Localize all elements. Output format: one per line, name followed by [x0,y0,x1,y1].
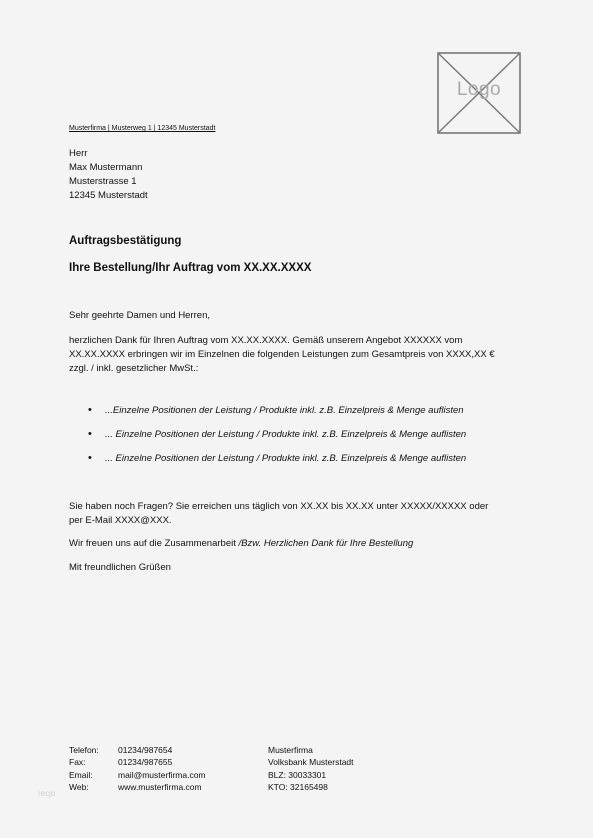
thanks-alternative-text: /Bzw. Herzlichen Dank für Ihre Bestellung [238,538,414,549]
thanks-paragraph [69,537,413,551]
footer-bank-details [268,744,354,793]
bullet-icon: • [88,428,92,440]
watermark: recjo [38,789,56,798]
list-item-text: ...Einzelne Positionen der Leistung / Produkte inkl. z.B. Einzelpreis & Menge auflisten [105,405,464,416]
footer-bank-line: Musterfirma [268,745,313,755]
intro-line: zzgl. / inkl. gesetzlicher MwSt.: [69,363,199,374]
footer-phone: 01234/987654 [118,745,173,755]
logo-text: Logo [456,79,502,100]
footer-label: Email: [69,769,93,780]
footer-email: mail@musterfirma.com [118,769,206,780]
footer-web: www.musterfirma.com [118,781,202,792]
footer-contact-labels [69,744,99,793]
questions-line: per E-Mail XXXX@XXX. [69,515,172,526]
intro-line: XX.XX.XXXX erbringen wir im Einzelnen die folgenden Leistungen zum Gesamtpreis von XXXX,XX € [69,349,495,360]
address-line: Musterstrasse 1 [69,176,137,187]
address-line: 12345 Musterstadt [69,190,148,201]
questions-paragraph [69,500,488,528]
address-line: Herr [69,148,88,159]
questions-line: Sie haben noch Fragen? Sie erreichen uns täglich von XX.XX bis XX.XX unter XXXXX/XXXXX oder [69,501,489,512]
footer-bank-line: BLZ: 30033301 [268,769,327,780]
document-title: Auftragsbestätigung [69,235,182,247]
closing-salutation: Mit freundlichen Grüßen [69,562,171,573]
footer-label: Web: [69,781,89,792]
thanks-text: Wir freuen uns auf die Zusammenarbeit [69,538,239,549]
footer-label: Fax: [69,757,86,768]
intro-line: herzlichen Dank für Ihren Auftrag vom XX.XX.XXXX. Gemäß unserem Angebot XXXXXX vom [69,335,463,346]
bullet-icon: • [88,404,92,416]
footer-fax: 01234/987655 [118,757,173,768]
footer-label: Telefon: [69,745,99,755]
intro-paragraph [69,334,495,376]
list-item-text: ... Einzelne Positionen der Leistung / Produkte inkl. z.B. Einzelpreis & Menge auflisten [105,429,467,440]
logo-placeholder [437,52,521,134]
list-item-text: ... Einzelne Positionen der Leistung / Produkte inkl. z.B. Einzelpreis & Menge auflisten [105,453,467,464]
footer-contact-values [118,744,206,793]
sender-line: Musterfirma | Musterweg 1 | 12345 Musterstadt [69,125,216,132]
recipient-address [69,147,148,203]
address-line: Max Mustermann [69,162,143,173]
greeting: Sehr geehrte Damen und Herren, [69,310,210,321]
footer-bank-line: Volksbank Musterstadt [268,757,354,768]
document-subtitle: Ihre Bestellung/Ihr Auftrag vom XX.XX.XXXX [69,262,312,274]
footer-bank-line: KTO: 32165498 [268,781,328,792]
bullet-icon: • [88,452,92,464]
